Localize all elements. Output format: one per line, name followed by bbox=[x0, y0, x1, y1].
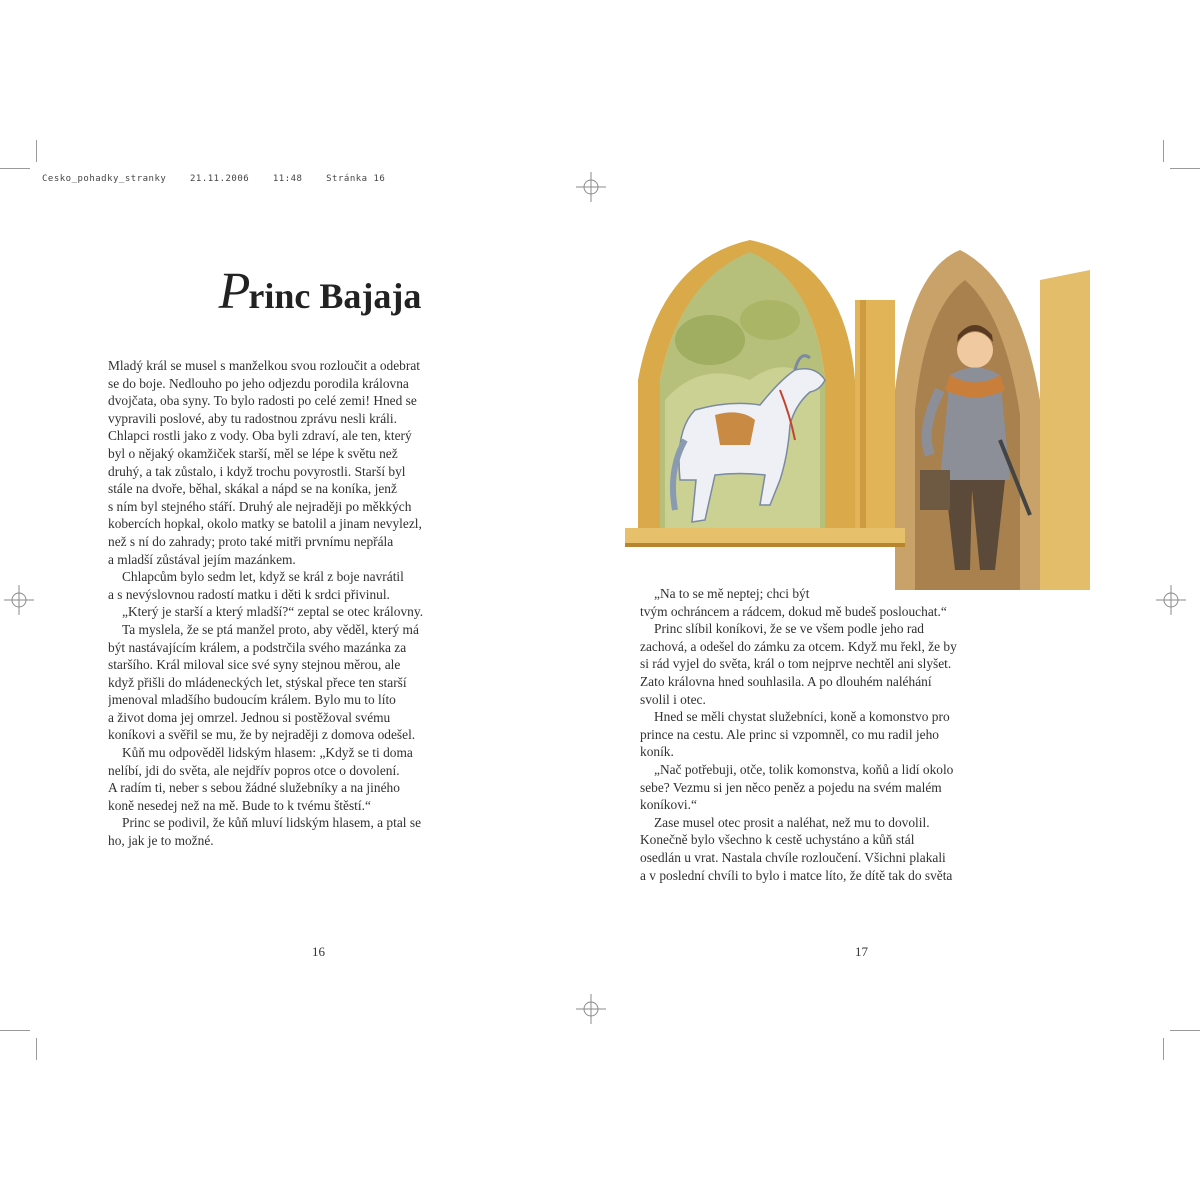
slug-date: 21.11.2006 bbox=[189, 174, 250, 184]
crop-mark bbox=[1163, 1038, 1164, 1060]
text-line: koně nesedej než na mě. Bude to k tvému štěstí.“ bbox=[108, 797, 371, 813]
text-line: se do boje. Nedlouho po jeho odjezdu porodila královna bbox=[108, 375, 409, 391]
text-line: a mladší zůstával jejím mazánkem. bbox=[108, 551, 296, 567]
paragraph bbox=[640, 620, 1080, 708]
text-line: staršího. Král miloval sice své syny stejnou měrou, ale bbox=[108, 657, 401, 673]
text-line: koník. bbox=[640, 744, 674, 760]
paragraph bbox=[640, 814, 1080, 884]
text-line: Zase musel otec prosit a naléhat, než mu to dovolil. bbox=[654, 814, 930, 830]
text-line: a s nevýslovnou radostí matku i děti k srdci přivinul. bbox=[108, 586, 390, 602]
right-page-text bbox=[640, 585, 1080, 884]
paragraph bbox=[108, 814, 533, 849]
registration-mark-icon bbox=[576, 172, 606, 202]
text-line: než s ní do zahrady; proto také mitři prvnímu nepřála bbox=[108, 533, 394, 549]
crop-mark bbox=[0, 1030, 30, 1031]
text-line: Mladý král se musel s manželkou svou rozloučit a odebrat bbox=[108, 358, 420, 373]
text-line: si rád vyjel do světa, král o tom nejprve nechtěl ani slyšet. bbox=[640, 656, 952, 672]
paragraph bbox=[640, 585, 1080, 620]
text-line: ho, jak je to možné. bbox=[108, 833, 214, 849]
text-line: jmenoval mladšího budoucím králem. Bylo mu to líto bbox=[108, 692, 396, 708]
paragraph bbox=[108, 568, 533, 603]
crop-mark bbox=[1163, 140, 1164, 162]
registration-mark-icon bbox=[576, 994, 606, 1024]
text-line: dvojčata, oba syny. To bylo radosti po celé zemi! Hned se bbox=[108, 393, 417, 409]
text-line: byl o nějaký okamžiček starší, měl se lépe k světu než bbox=[108, 445, 398, 461]
text-line: tvým ochráncem a rádcem, dokud mě budeš poslouchat.“ bbox=[640, 603, 947, 619]
text-line: Zato královna hned souhlasila. A po dlouhém naléhání bbox=[640, 673, 932, 689]
story-illustration bbox=[620, 240, 1090, 590]
text-line: koníkovi.“ bbox=[640, 797, 697, 813]
paragraph bbox=[108, 744, 533, 814]
paragraph bbox=[108, 603, 533, 621]
text-line: Princ se podivil, že kůň mluví lidským hlasem, a ptal se bbox=[122, 815, 422, 831]
text-line: Chlapci rostli jako z vody. Oba byli zdraví, ale ten, který bbox=[108, 428, 412, 444]
text-line: Kůň mu odpověděl lidským hlasem: „Když se ti doma bbox=[122, 745, 413, 761]
text-line: a v poslední chvíli to bylo i matce líto, že dítě tak do světa bbox=[640, 867, 953, 883]
crop-mark bbox=[36, 140, 37, 162]
text-line: A radím ti, neber s sebou žádné služebníky a na jiného bbox=[108, 780, 400, 796]
text-line: s ním byl stejného stáří. Druhý ale nejraději po měkkých bbox=[108, 498, 412, 514]
text-line: „Na to se mě neptej; chci být bbox=[654, 586, 810, 601]
registration-mark-icon bbox=[4, 585, 34, 615]
paragraph bbox=[640, 708, 1080, 761]
text-line: stále na dvoře, běhal, skákal a nápd se na koníka, jenž bbox=[108, 481, 397, 497]
page-number-right: 17 bbox=[855, 944, 868, 959]
page-number-left: 16 bbox=[312, 944, 325, 959]
text-line: zachová, a odešel do zámku za otcem. Když mu řekl, že by bbox=[640, 638, 957, 654]
text-line: prince na cestu. Ale princ si vzpomněl, co mu radil jeho bbox=[640, 726, 939, 742]
slug-time: 11:48 bbox=[272, 174, 303, 184]
story-title bbox=[200, 262, 440, 321]
slug-filename: Cesko_pohadky_stranky bbox=[42, 174, 167, 184]
text-line: koníkovi a svěřil se mu, že by nejraději z domova odešel. bbox=[108, 727, 416, 743]
slug-page-label: Stránka 16 bbox=[326, 174, 386, 184]
text-line: osedlán u vrat. Nastala chvíle rozloučení. Všichni plakali bbox=[640, 849, 946, 865]
text-line: sebe? Vezmu si jen něco peněz a pojedu na svém malém bbox=[640, 779, 942, 795]
text-line: Princ slíbil koníkovi, že se ve všem podle jeho rad bbox=[654, 621, 924, 637]
text-line: „Nač potřebuji, otče, tolik komonstva, koňů a lidí okolo bbox=[654, 761, 954, 777]
text-line: vypravili poslové, aby tu radostnou zprávu nesli králi. bbox=[108, 410, 397, 426]
crop-mark bbox=[1170, 1030, 1200, 1031]
text-line: druhý, a tak zůstalo, i když trochu povyrostli. Starší byl bbox=[108, 463, 406, 479]
crop-mark bbox=[1170, 168, 1200, 169]
crop-mark bbox=[36, 1038, 37, 1060]
text-line: „Který je starší a který mladší?“ zeptal se otec královny. bbox=[122, 604, 424, 620]
crop-mark bbox=[0, 168, 30, 169]
title-rest: rinc Bajaja bbox=[248, 276, 422, 316]
text-line: být nastávajícím králem, a podstrčila svého mazánka za bbox=[108, 639, 407, 655]
text-line: Hned se měli chystat služebníci, koně a komonstvo pro bbox=[654, 709, 950, 725]
text-line: Ta myslela, že se ptá manžel proto, aby věděl, který má bbox=[122, 621, 419, 637]
left-page-text bbox=[108, 357, 533, 850]
paragraph bbox=[108, 621, 533, 744]
title-initial: P bbox=[218, 263, 249, 320]
text-line: svolil i otec. bbox=[640, 691, 706, 707]
paragraph bbox=[640, 761, 1080, 814]
print-slug bbox=[42, 174, 385, 184]
text-line: když přišli do mládeneckých let, stýskal přece ten starší bbox=[108, 674, 407, 690]
text-line: a život doma jej omrzel. Jednou si postěžoval svému bbox=[108, 709, 391, 725]
paragraph bbox=[108, 357, 533, 568]
text-line: Chlapcům bylo sedm let, když se král z boje navrátil bbox=[122, 569, 404, 585]
text-line: kobercích hopkal, okolo matky se batolil a jinam nevylezl, bbox=[108, 516, 422, 532]
text-line: nelíbí, jdi do světa, ale nejdřív popros otce o dovolení. bbox=[108, 762, 400, 778]
text-line: Konečně bylo všechno k cestě uchystáno a kůň stál bbox=[640, 832, 915, 848]
registration-mark-icon bbox=[1156, 585, 1186, 615]
